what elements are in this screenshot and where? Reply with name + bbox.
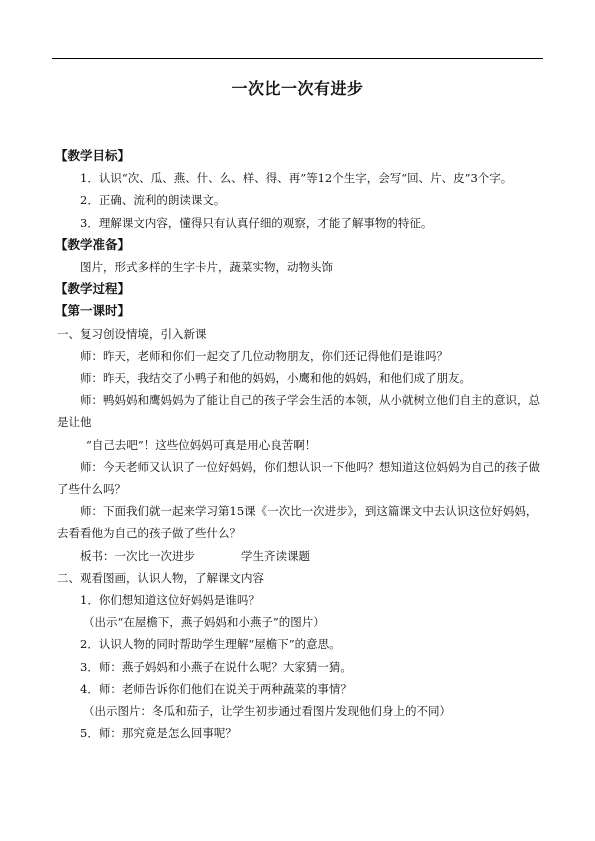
goals-heading: 【教学目标】	[55, 148, 131, 163]
prep-heading: 【教学准备】	[55, 236, 131, 252]
part2-item-7: 5．师：那究竟是怎么回事呢？	[80, 726, 237, 741]
board-note: 学生齐读课题	[241, 548, 310, 563]
page-title: 一次比一次有进步	[231, 79, 364, 98]
part2-item-2: （出示“在屋檐下，燕子妈妈和小燕子”的图片）	[83, 615, 325, 630]
part1-paragraph-2: 师：昨天，我结交了小鸭子和他的妈妈，小鹰和他的妈妈，和他们成了朋友。	[80, 371, 471, 386]
document-body	[57, 145, 541, 744]
board-line	[57, 545, 541, 567]
part1-paragraph-1: 师：昨天，老师和你们一起交了几位动物朋友，你们还记得他们是谁吗？	[80, 348, 448, 363]
part2-item-4: 3．师：燕子妈妈和小燕子在说什么呢？大家猜一猜。	[80, 659, 352, 674]
part1-heading: 一、复习创设情境，引入新课	[57, 326, 207, 341]
part2-item-5: 4．师：老师告诉你们他们在说关于两种蔬菜的事情？	[80, 681, 352, 696]
part2-heading: 二、观看图画，认识人物，了解课文内容	[57, 570, 264, 585]
goal-item-3: 3．理解课文内容，懂得只有认真仔细的观察，才能了解事物的特征。	[80, 215, 433, 230]
part1-paragraph-6: 师：下面我们就一起来学习第15课《一次比一次进步》，到这篇课文中去认识这位好妈妈，去看看他为自己的孩子做了些什么？	[57, 504, 538, 541]
prep-text: 图片，形式多样的生字卡片，蔬菜实物，动物头饰	[80, 260, 333, 275]
part1-paragraph-4: “自己去吧”！这些位妈妈可真是用心良苦啊！	[86, 437, 317, 452]
part2-item-1: 1．你们想知道这位好妈妈是谁吗？	[80, 593, 260, 608]
process-heading: 【教学过程】	[55, 281, 131, 297]
goal-item-2: 2．正确、流利的朗读课文。	[80, 193, 226, 208]
board-label: 板书：一次比一次进步	[80, 548, 195, 563]
part1-paragraph-5: 师：今天老师又认识了一位好妈妈，你们想认识一下他吗？想知道这位妈妈为自己的孩子做了些什么吗？	[57, 459, 540, 497]
goal-item-1: 1．认识“次、瓜、燕、什、么、样、得、再”等12个生字，会写“回、片、皮”3个字。	[80, 171, 513, 186]
lesson1-heading: 【第一课时】	[55, 303, 131, 319]
part2-item-3: 2．认识人物的同时帮助学生理解“屋檐下”的意思。	[80, 637, 341, 652]
part2-item-6: （出示图片：冬瓜和茄子，让学生初步通过看图片发现他们身上的不同）	[83, 704, 451, 719]
header-rule	[52, 58, 543, 59]
part1-paragraph-3: 师：鸭妈妈和鹰妈妈为了能让自己的孩子学会生活的本领，从小就树立他们自主的意识，总是让他	[57, 393, 540, 430]
